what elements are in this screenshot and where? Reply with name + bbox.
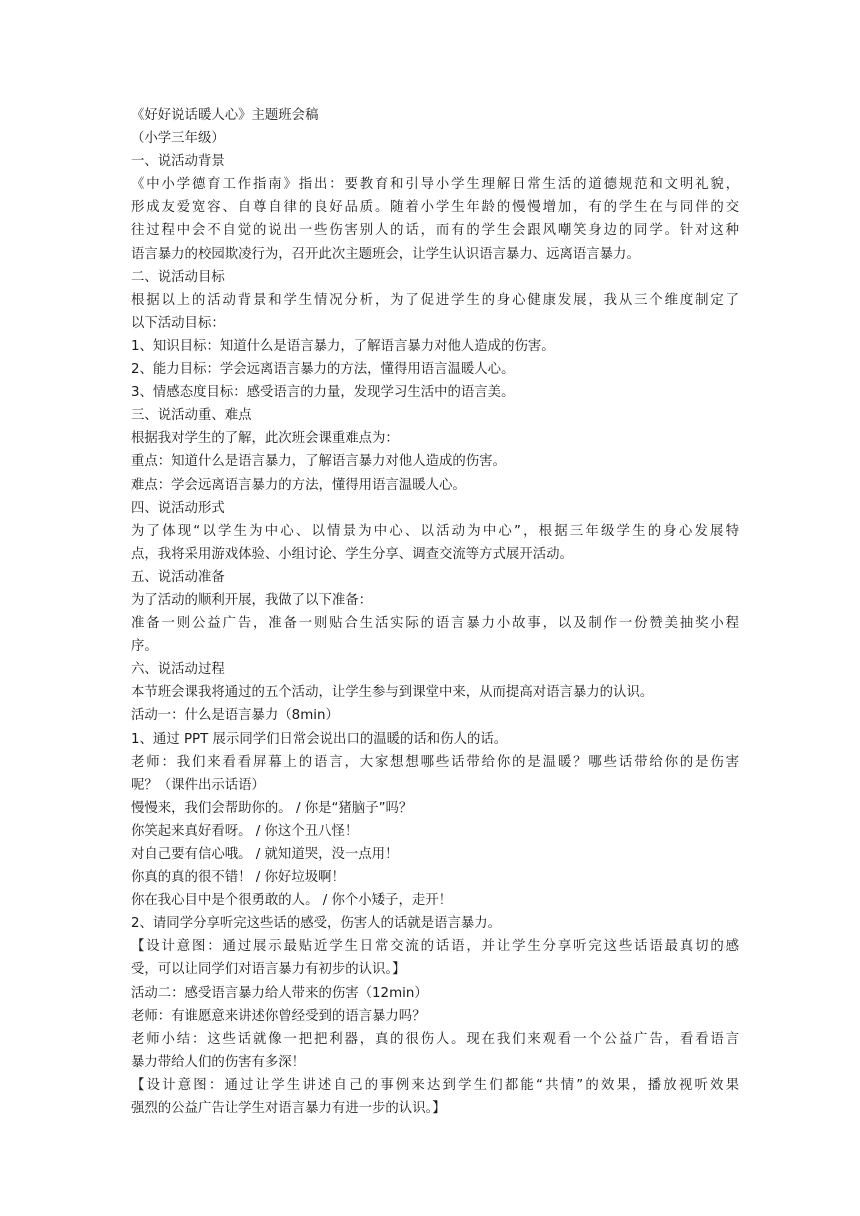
text-line: 根据我对学生的了解，此次班会课重难点为： — [131, 431, 399, 447]
text-line: 对自己要有信心哦。 / 就知道哭，没一点用！ — [131, 847, 399, 862]
text-line: 受，可以让同学们对语言暴力有初步的认识。】 — [131, 962, 406, 978]
text-line: 以下活动目标： — [131, 315, 225, 331]
text-line: 你笑起来真好看呀。 / 你这个丑八怪！ — [131, 823, 359, 839]
text-line: 语言暴力的校园欺凌行为，召开此次主题班会，让学生认识语言暴力、远离语言暴力。 — [131, 246, 640, 262]
text-line: （小学三年级） — [131, 131, 225, 147]
text-line: 本节班会课我将通过的五个活动，让学生参与到课堂中来，从而提高对语言暴力的认识。 — [131, 685, 654, 701]
text-line: 六、说活动过程 — [131, 662, 225, 678]
text-line: 五、说活动准备 — [131, 569, 225, 585]
text-line: 3、情感态度目标：感受语言的力量，发现学习生活中的语言美。 — [131, 385, 515, 401]
text-line: 一、说活动背景 — [131, 154, 225, 170]
text-line: 老师：我们来看看屏幕上的语言，大家想想哪些话带给你的是温暖？哪些话带给你的是伤害 — [131, 754, 739, 770]
text-line: 三、说活动重、难点 — [131, 408, 252, 424]
text-line: 慢慢来，我们会帮助你的。 / 你是“猪脑子”吗？ — [131, 800, 413, 816]
text-line: 为了活动的顺利开展，我做了以下准备： — [131, 592, 373, 608]
text-line: 呢？（课件出示话语） — [131, 777, 265, 793]
text-line: 活动一：什么是语言暴力（8min） — [131, 708, 339, 724]
text-line: 暴力带给人们的伤害有多深！ — [131, 1054, 306, 1070]
text-line: 点，我将采用游戏体验、小组讨论、学生分享、调查交流等方式展开活动。 — [131, 546, 573, 562]
text-line: 强烈的公益广告让学生对语言暴力有进一步的认识。】 — [131, 1101, 446, 1117]
text-line: 根据以上的活动背景和学生情况分析，为了促进学生的身心健康发展，我从三个维度制定了 — [131, 292, 739, 308]
text-line: 【设计意图：通过让学生讲述自己的事例来达到学生们都能“共情”的效果，播放视听效果 — [131, 1077, 739, 1093]
document-body — [131, 104, 739, 1120]
text-line: 难点：学会远离语言暴力的方法，懂得用语言温暖人心。 — [131, 477, 466, 493]
text-line: 老师小结：这些话就像一把把利器，真的很伤人。现在我们来观看一个公益广告，看看语言 — [131, 1031, 739, 1047]
text-line: 《中小学德育工作指南》指出：要教育和引导小学生理解日常生活的道德规范和文明礼貌， — [131, 177, 739, 193]
text-line: 老师：有谁愿意来讲述你曾经受到的语言暴力吗？ — [131, 1008, 426, 1024]
text-line: 你在我心目中是个很勇敢的人。 / 你个小矮子，走开！ — [131, 893, 453, 909]
text-line: 为了体现“以学生为中心、以情景为中心、以活动为中心”，根据三年级学生的身心发展特 — [131, 523, 739, 539]
text-line: 2、请同学分享听完这些话的感受，伤害人的话就是语言暴力。 — [131, 916, 502, 932]
text-line: 1、知识目标：知道什么是语言暴力，了解语言暴力对他人造成的伤害。 — [131, 338, 555, 354]
text-line: 活动二：感受语言暴力给人带来的伤害（12min） — [131, 985, 428, 1001]
text-line: 准备一则公益广告，准备一则贴合生活实际的语言暴力小故事，以及制作一份赞美抽奖小程 — [131, 616, 739, 632]
text-line: 你真的真的很不错！ / 你好垃圾啊！ — [131, 870, 345, 886]
document-title: 《好好说话暖人心》主题班会稿 — [131, 108, 319, 123]
text-line: 四、说活动形式 — [131, 500, 225, 516]
text-line: 2、能力目标：学会远离语言暴力的方法，懂得用语言温暖人心。 — [131, 362, 515, 378]
text-line: 【设计意图：通过展示最贴近学生日常交流的话语，并让学生分享听完这些话语最真切的感 — [131, 939, 739, 955]
text-line: 1、通过 PPT 展示同学们日常会说出口的温暖的话和伤人的话。 — [131, 731, 508, 747]
text-line: 往过程中会不自觉的说出一些伤害别人的话，而有的学生会跟风嘲笑身边的同学。针对这种 — [131, 223, 739, 239]
text-line: 序。 — [131, 639, 158, 655]
text-line: 重点：知道什么是语言暴力，了解语言暴力对他人造成的伤害。 — [131, 454, 506, 470]
text-line: 二、说活动目标 — [131, 269, 225, 285]
text-line: 形成友爱宽容、自尊自律的良好品质。随着小学生年龄的慢慢增加，有的学生在与同伴的交 — [131, 200, 739, 216]
